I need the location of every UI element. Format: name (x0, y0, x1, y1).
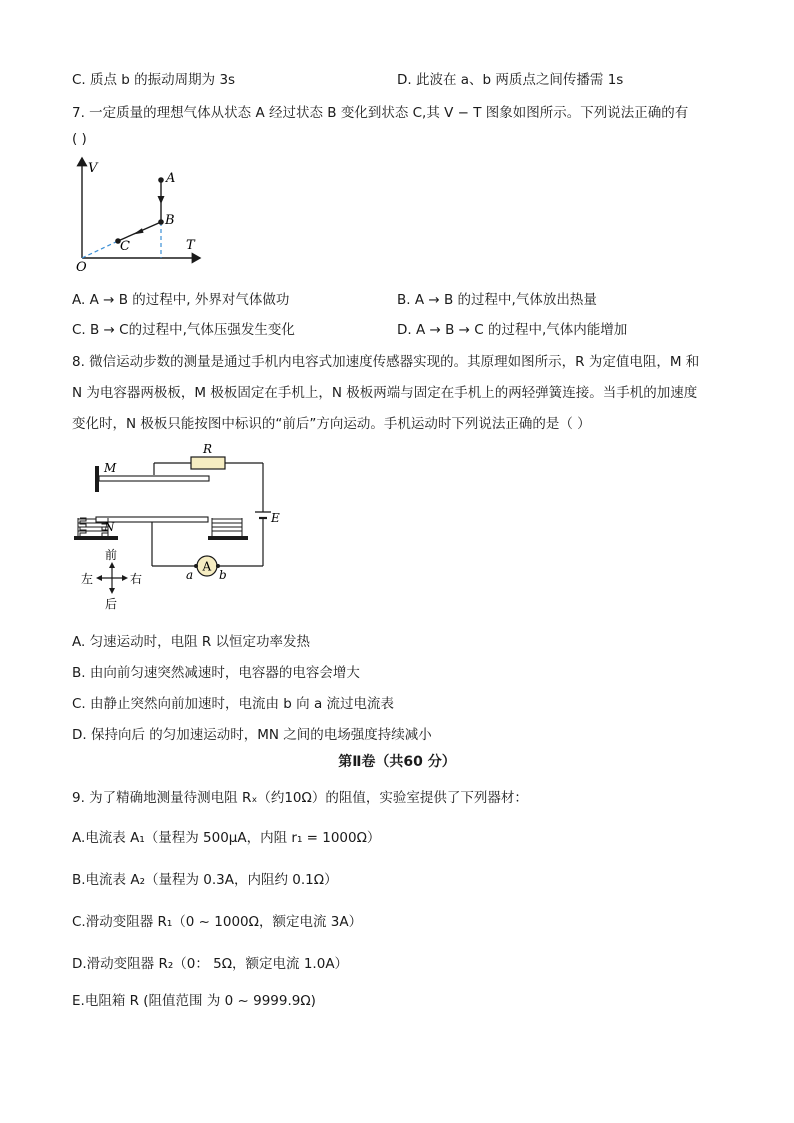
q9-item-a: A.电流表 A₁（量程为 500μA，内阻 r₁ = 1000Ω） (72, 830, 381, 846)
dashed-oc (82, 241, 118, 258)
dir-right: 右 (130, 572, 143, 586)
plate-m (99, 476, 209, 481)
q7-option-d: D. A → B → C 的过程中,气体内能增加 (397, 322, 628, 338)
dir-front: 前 (105, 548, 118, 562)
q7-answer-paren: ( ) (72, 131, 87, 147)
q6-option-c: C. 质点 b 的振动周期为 3s (72, 72, 236, 88)
compass-right-arrow (122, 575, 128, 581)
vt-graph (68, 150, 208, 275)
q7-stem: 7. 一定质量的理想气体从状态 A 经过状态 B 变化到状态 C,其 V − T 图象如图所示。下列说法正确的有 (72, 105, 689, 121)
q8-stem-line-2: N 为电容器两极板，M 极板固定在手机上，N 极板两端与固定在手机上的两轻弹簧连接。当手机的加速度 (72, 385, 698, 401)
q8-stem-line-3: 变化时，N 极板只能按图中标识的“前后”方向运动。手机运动时下列说法正确的是（ ） (72, 416, 591, 432)
q9-item-c: C.滑动变阻器 R₁（0 ~ 1000Ω，额定电流 3A） (72, 914, 363, 930)
q7-option-c: C. B → C的过程中,气体压强发生变化 (72, 322, 295, 338)
q8-stem-line-1: 8. 微信运动步数的测量是通过手机内电容式加速度传感器实现的。其原理如图所示，R 为定值电阻，M 和 (72, 354, 700, 370)
label-a: A (166, 171, 176, 186)
q7-option-a: A. A → B 的过程中, 外界对气体做功 (72, 292, 290, 308)
q6-option-d: D. 此波在 a、b 两质点之间传播需 1s (397, 72, 624, 88)
compass-up-arrow (109, 562, 115, 568)
plate-m-mount (95, 466, 99, 492)
label-a: a (186, 568, 194, 582)
q9-item-d: D.滑动变阻器 R₂（0： 5Ω，额定电流 1.0A） (72, 956, 349, 972)
q9-item-e: E.电阻箱 R (阻值范围 为 0 ~ 9999.9Ω) (72, 993, 316, 1009)
spring-mount-left (74, 536, 118, 540)
q8-option-c: C. 由静止突然向前加速时，电流由 b 向 a 流过电流表 (72, 696, 395, 712)
label-c: C (120, 239, 130, 254)
sensor-circuit-diagram (72, 440, 302, 615)
compass-left-arrow (96, 575, 102, 581)
q8-option-a: A. 匀速运动时，电阻 R 以恒定功率发热 (72, 634, 311, 650)
dir-left: 左 (81, 572, 94, 586)
dir-back: 后 (105, 597, 118, 611)
q9-item-b: B.电流表 A₂（量程为 0.3A，内阻约 0.1Ω） (72, 872, 338, 888)
axis-label-v: V (88, 161, 98, 176)
arrow-ab (158, 196, 165, 204)
label-m: M (104, 461, 117, 475)
q8-option-b: B. 由向前匀速突然减速时，电容器的电容会增大 (72, 665, 360, 681)
resistor-r (191, 457, 225, 469)
spring-right-zigzag (212, 519, 242, 531)
q9-stem: 9. 为了精确地测量待测电阻 Rₓ（约10Ω）的阻值，实验室提供了下列器材： (72, 790, 528, 806)
section-2-title: 第Ⅱ卷（共60 分） (338, 754, 456, 770)
point-a (158, 177, 164, 183)
compass-down-arrow (109, 588, 115, 594)
ammeter-label: A (202, 559, 212, 574)
q8-option-d: D. 保持向后 的匀加速运动时，MN 之间的电场强度持续减小 (72, 727, 432, 743)
label-e: E (271, 511, 280, 525)
axis-label-t: T (186, 238, 195, 253)
q7-option-b: B. A → B 的过程中,气体放出热量 (397, 292, 597, 308)
point-b (158, 219, 164, 225)
spring-mount-right (208, 536, 248, 540)
label-b: B (165, 213, 175, 228)
arrow-bc (133, 228, 144, 234)
label-b: b (219, 568, 227, 582)
label-r: R (203, 442, 213, 456)
label-n: N (104, 520, 115, 534)
origin-label: O (76, 260, 87, 275)
